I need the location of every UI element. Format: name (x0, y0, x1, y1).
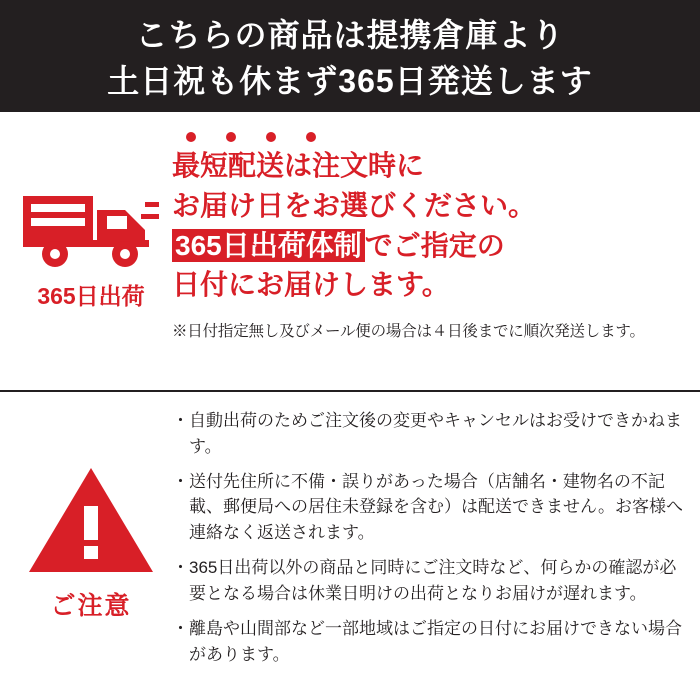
dot-icon (186, 132, 196, 142)
header-line-1: こちらの商品は提携倉庫より (135, 16, 565, 53)
shipping-section (0, 112, 700, 392)
shipping-line-2: お届け日をお選びください。 (172, 189, 537, 221)
list-item (172, 616, 684, 668)
bullet-mark: ・ (172, 471, 189, 491)
shipping-line-4: 日付にお届けします。 (172, 269, 450, 301)
bullet-mark: ・ (172, 558, 189, 578)
list-item (172, 469, 684, 546)
list-item (172, 408, 684, 460)
truck-column (10, 126, 172, 311)
shipping-line-3-rest: でご指定の (364, 229, 505, 261)
caution-bullet-list (172, 406, 688, 692)
truck-icon (21, 180, 161, 272)
caution-column (10, 406, 172, 692)
list-item-text: 自動出荷のためご注文後の変更やキャンセルはお受けできかねます。 (189, 411, 682, 456)
caution-caption: ご注意 (50, 592, 132, 620)
header-line-2: 土日祝も休まず365日発送します (107, 63, 593, 99)
dot-icon (266, 132, 276, 142)
shipping-note: ※日付指定無し及びメール便の場合は４日後までに順次発送します。 (172, 323, 645, 340)
shipping-line-1: 最短配送は注文時に (172, 150, 425, 181)
header-banner (0, 0, 700, 112)
dot-icon (226, 132, 236, 142)
dot-icon (306, 132, 316, 142)
shipping-line-3 (172, 226, 684, 266)
list-item-text: 離島や山間部など一部地域はご指定の日付にお届けできない場合があります。 (189, 618, 682, 664)
bullet-mark: ・ (172, 411, 189, 430)
decorative-dots (172, 132, 684, 142)
caution-section (0, 392, 700, 700)
truck-caption: 365日出荷 (37, 283, 145, 309)
list-item-text: 365日出荷以外の商品と同時にご注文時など、何らかの確認が必要となる場合は休業日明けの出荷となりお届けが遅れます。 (189, 558, 677, 603)
list-item (172, 555, 684, 607)
list-item-text: 送付先住所に不備・誤りがあった場合（店舗名・建物名の不記載、郵便局への居住未登録を含む）は配送できません。お客様へ連絡なく返送されます。 (189, 471, 684, 543)
shipping-highlight: 365日出荷体制 (172, 229, 365, 262)
shipping-text-column (172, 126, 690, 341)
bullet-mark: ・ (172, 618, 189, 638)
warning-triangle-icon (25, 462, 157, 578)
